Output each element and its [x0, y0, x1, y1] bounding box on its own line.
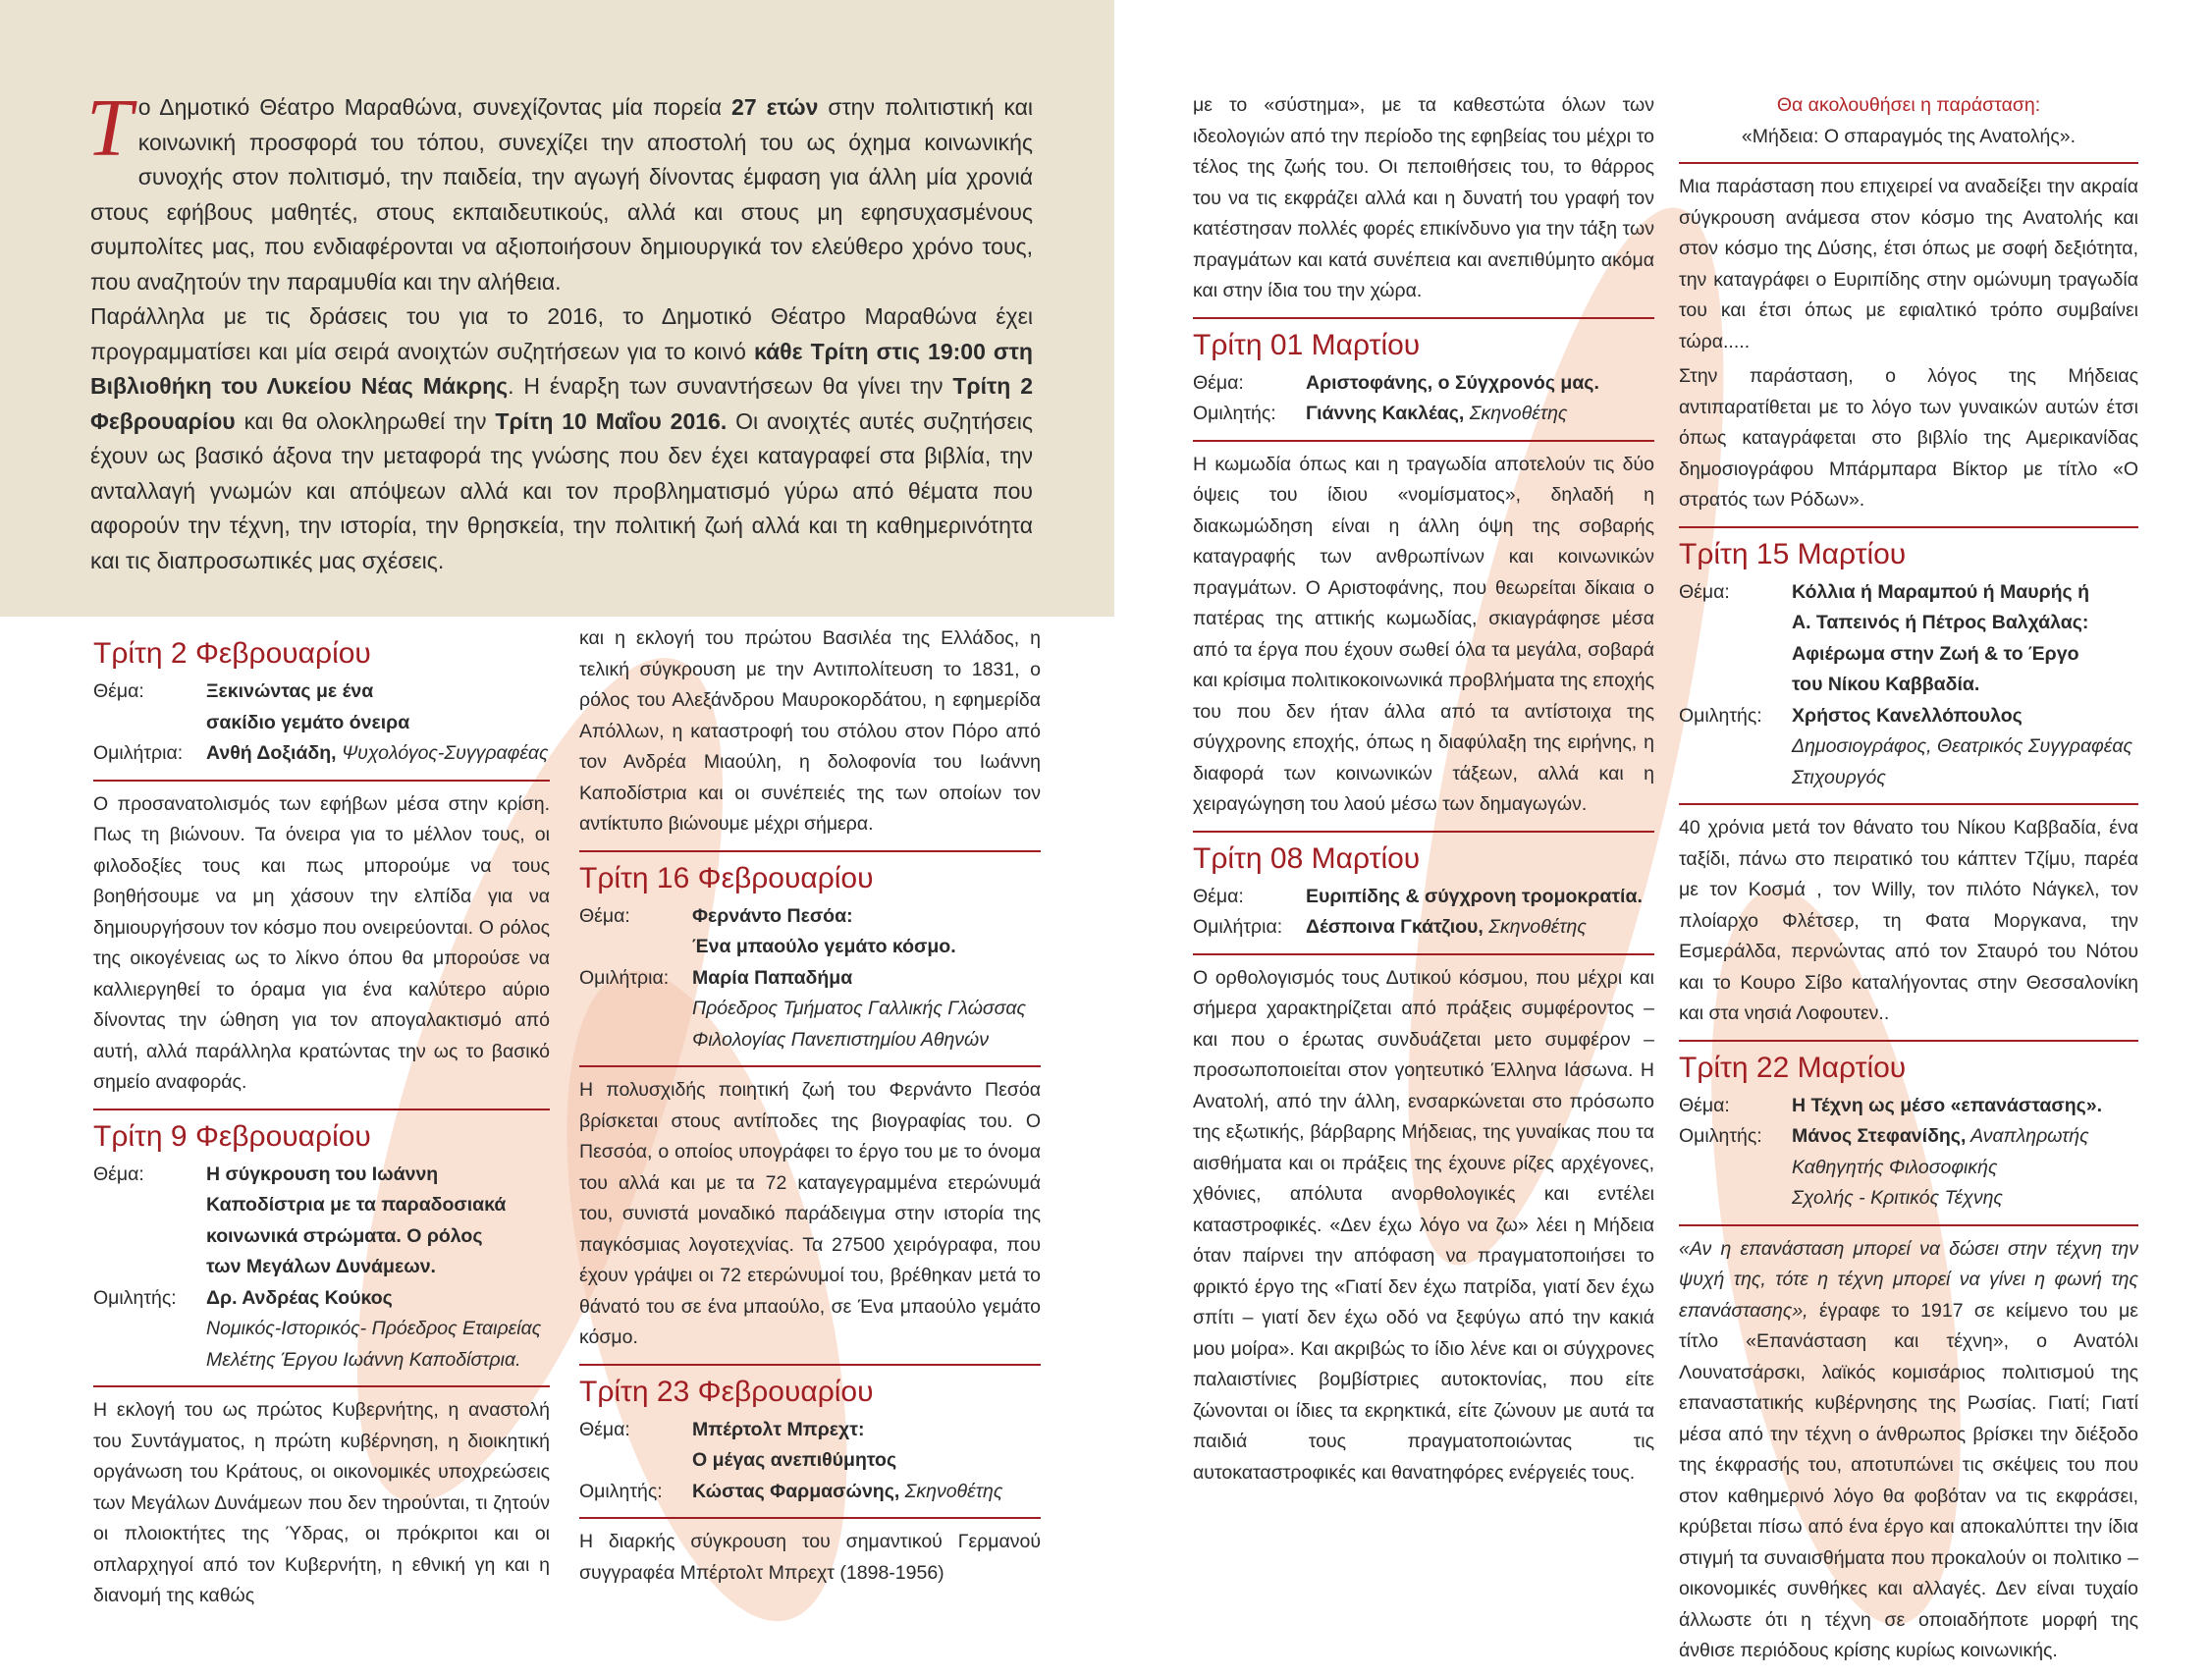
event-title: Τρίτη 22 Μαρτίου [1679, 1051, 1907, 1084]
event-theme: Ευριπίδης & σύγχρονη τρομοκρατία. [1306, 885, 1643, 907]
text: του Νίκου Καββαδία. [1792, 674, 1980, 695]
text: Ο μέγας ανεπιθύμητος [692, 1449, 897, 1471]
label: Ομιλητής: [93, 1286, 177, 1309]
divider [579, 1517, 1041, 1519]
text: Μάνος Στεφανίδης, [1792, 1125, 1967, 1147]
event-body: Ο προσανατολισμός των εφήβων μέσα στην κρίση. Πως τη βιώνουν. Τα όνειρα για το μέλλον τους, οι φιλοδοξίες τους και πως μπορούμε να τους βοηθήσουμε να μη χάσουν την ελπίδα για να δημιουργήσουν τον κόσμο που ονειρεύονται. Ο ρόλος της οικογένειας ως το λίκνο όπου θα μπορούσε να καλλιεργηθεί το όραμα για ένα καλύτερο αύριο δίνοντας την ώθηση για τον απογαλακτισμό από αυτή, αλλά παράλληλα κρατώντας την ως το βασικό σημείο αναφοράς. [93, 792, 550, 1093]
divider [1193, 317, 1654, 319]
text: κάθε Τρίτη στις 19:00 στη Βιβλιοθήκη του Λυκείου Νέας Μάκρης [90, 338, 1033, 399]
column-4 [1679, 90, 2138, 1677]
divider [1193, 831, 1654, 833]
text: και θα ολοκληρωθεί την [235, 407, 496, 434]
event-title: Τρίτη 16 Φεβρουαρίου [579, 861, 874, 894]
event-mar-8 [1193, 831, 1654, 1489]
event-speaker [206, 738, 549, 770]
event-theme: Αριστοφάνης, ο Σύγχρονός μας. [1306, 371, 1599, 394]
text: Στιχουργός [1792, 766, 1886, 788]
divider [93, 780, 550, 782]
text: Χρήστος Κανελλόπουλος [1792, 704, 2023, 727]
event-feb-9 [93, 1109, 550, 1612]
event-mar-22 [1679, 1040, 2138, 1667]
text: Μελέτης Έργου Ιωάννη Καποδίστρια. [206, 1348, 521, 1371]
divider [579, 1065, 1041, 1067]
text: Ξεκινώντας με ένα [206, 680, 374, 702]
event-speaker [1792, 701, 2132, 794]
divider [579, 850, 1041, 852]
divider [93, 1109, 550, 1110]
event-theme [206, 676, 409, 738]
event-speaker [206, 1283, 541, 1377]
divider [1679, 1224, 2138, 1226]
text: κοινωνικά στρώματα. Ο ρόλος [206, 1224, 483, 1247]
event-body [1679, 1234, 2138, 1667]
text: Η σύγκρουση του Ιωάννη [206, 1163, 439, 1185]
divider [93, 1385, 550, 1387]
event-speaker [1792, 1121, 2089, 1215]
text: Πρόεδρος Τμήματος Γαλλικής Γλώσσας [692, 998, 1027, 1019]
event-theme [692, 901, 956, 963]
intro-paragraph-1 [86, 82, 1033, 299]
intro-paragraph-2 [90, 299, 1033, 578]
performance-label: Θα ακολουθήσει η παράσταση: [1776, 94, 2041, 116]
intro-text [86, 82, 1034, 578]
column-1 [93, 633, 550, 1622]
divider [1193, 440, 1654, 442]
text: Παράλληλα με τις δράσεις του για το 2016, το Δημοτικό Θέατρο Μαραθώνα έχει προγραμματίσει και μία σειρά ανοιχτών συζητήσεων για το κοινό [90, 303, 1033, 364]
event-theme [692, 1415, 896, 1477]
divider [1679, 526, 2138, 528]
event-theme: Η Τέχνη ως μέσο «επανάστασης». [1792, 1094, 2103, 1116]
text: Αναπληρωτής [1966, 1125, 2089, 1147]
label: Ομιλήτρια: [579, 966, 670, 989]
text: Σκηνοθέτης [899, 1480, 1003, 1502]
event-title: Τρίτη 2 Φεβρουαρίου [93, 637, 371, 670]
text: Γιάννης Κακλέας, [1306, 403, 1465, 424]
drop-cap: Τ [86, 82, 133, 174]
event-body: Ο ορθολογισμός τους Δυτικού κόσμου, που μέχρι και σήμερα χαρακτηρίζεται από πράξεις συμφέροντος – και που ο έρωτας συνδυάζεται μετο συμφέρον – προσωποποιείται στον γοητευτικό Έλληνα Ιάσωνα. Η Ανατολή, από την άλλη, ενσαρκώνεται στο πρόσωπο της εξωτικής, βάρβαρης Μήδειας, της γυναίκας που τα αισθήματα και οι πράξεις της έχουνε ρίζες αρχέγονες, χθόνιες, απόλυτα ανορθολογικές και εντέλει καταστροφικές. «Δεν έχω λόγο να ζω» λέει η Μήδεια όταν παίρνει την απόφαση να πραγματοποιήσει το φρικτό έργο της «Γιατί δεν έχω πατρίδα, γιατί δεν έχω σπίτι – γιατί δεν έχω οδό να ξεφύγω από την κακιά μου μοίρα». Και ακριβώς το ίδιο λένε και οι σύγχρονες παλαιστίνιες βομβίστριες αυτοκτονίας, που είτε ζώνονται οι ίδιες τα εκρηκτικά, είτε ζώνουν με αυτά τα παιδιά τους πραγματοποιώντας τις αυτοκαταστροφικές και θανατηφόρες ενέργειές τους. [1193, 966, 1654, 1484]
text: έγραφε το 1917 σε κείμενο του με τίτλο «Επανάσταση και τέχνη», ο Ανατόλι Λουνατσάρσκι, λαϊκός κομισάριος πολιτισμού της επαναστατικής κυβέρνησης της Ρωσίας. Γιατί; Γιατί μέσα από την τέχνη ο άνθρωπος βρίσκει την διέξοδο της έκφρασής του, αποτυπώνει τις σκέψεις του που στον καθημερινό λόγο θα φοβόταν να τις εκφράσει, κρύβεται πίσω από ένα έργο και αποκαλύπτει την ίδια στιγμή τα συναισθήματα που προκαλούν οι πολιτικο – οικονομικές συνθήκες και αλλαγές. Δεν είναι τυχαίο άλλωστε ότι η τέχνη σε οποιαδήποτε μορφή της άνθισε περιόδους κρίσης κυρίως κοινωνικής. [1679, 1299, 2138, 1661]
event-body: Η πολυσχιδής ποιητική ζωή του Φερνάντο Πεσόα βρίσκεται στους αντίποδες της βιογραφίας του. Ο Πεσσόα, ο οποίος υπογράφει το έργο του με το όνομα του αλλά και με τα 72 καταγεγραμμένα ετερώνυμά του, συνιστά μοναδικό παράδειγμα στην ιστορία της παγκόσμιας λογοτεχνίας. Τα 27500 χειρόγραφα, που έχουν γράψει οι 72 ετερώνυμοί του, βρέθηκαν μετά το θάνατό του σε ένα μπαούλο, σε Ένα μπαούλο γεμάτο κόσμο. [579, 1079, 1041, 1348]
text: Καποδίστρια με τα παραδοσιακά [206, 1194, 507, 1216]
divider [579, 1364, 1041, 1366]
column-3 [1193, 90, 1654, 1498]
divider [1193, 953, 1654, 955]
text: Α. Ταπεινός ή Πέτρος Βαλχάλας: [1792, 612, 2089, 633]
text: Δρ. Ανδρέας Κούκος [206, 1286, 393, 1309]
text: Μπέρτολτ Μπρεχτ: [692, 1418, 865, 1440]
event-body-continued: και η εκλογή του πρώτου Βασιλέα της Ελλάδος, η τελική σύγκρουση με την Αντιπολίτευση το 1831, ο ρόλος του Αλεξάνδρου Μαυροκορδάτου, η εφημερίδα Απόλλων, η καταστροφή του στόλου στον Πόρο από τον Ανδρέα Μιαούλη, η δολοφονία του Ιωάννη Καποδίστρια και οι συνέπειές της των οποίων τον αντίκτυπο βιώνουμε μέχρι σήμερα. [579, 627, 1041, 835]
event-title: Τρίτη 9 Φεβρουαρίου [93, 1119, 371, 1153]
label: Ομιλητής: [1679, 1125, 1762, 1147]
event-mar-1 [1193, 327, 1654, 821]
event-title: Τρίτη 15 Μαρτίου [1679, 537, 1907, 570]
text: Σχολής - Κριτικός Τέχνης [1792, 1187, 2003, 1209]
label: Θέμα: [1193, 885, 1244, 907]
label: Ομιλήτρια: [1193, 916, 1283, 938]
text: των Μεγάλων Δυνάμεων. [206, 1256, 436, 1277]
event-speaker [692, 963, 1026, 1056]
label: Ομιλήτρια: [93, 742, 184, 764]
event-feb-16 [579, 860, 1041, 1354]
text: Ψυχολόγος-Συγγραφέας [336, 742, 549, 764]
event-feb-23 [579, 1364, 1041, 1590]
label: Θέμα: [579, 904, 630, 927]
event-title: Τρίτη 01 Μαρτίου [1193, 328, 1421, 361]
label: Ομιλητής: [1193, 403, 1276, 424]
event-speaker [692, 1477, 1002, 1508]
label: Ομιλητής: [1679, 704, 1762, 727]
performance-heading [1679, 90, 2138, 152]
text: Δημοσιογράφος, Θεατρικός Συγγραφέας [1792, 735, 2132, 757]
text: Νομικός-Ιστορικός- Πρόεδρος Εταιρείας [206, 1318, 542, 1339]
text: «Αν η επανάσταση μπορεί να δώσει στην τέχνη την ψυχή της, τότε η τέχνη μπορεί να γίνει η φωνή της επανάστασης», [1679, 1237, 2138, 1322]
event-speaker [1306, 912, 1587, 944]
divider [1679, 803, 2138, 805]
event-title: Τρίτη 08 Μαρτίου [1193, 841, 1421, 875]
divider [1679, 162, 2138, 164]
text: Αφιέρωμα στην Ζωή & το Έργο [1792, 642, 2079, 665]
text: Μαρία Παπαδήμα [692, 966, 853, 989]
performance-title: «Μήδεια: Ο σπαραγμός της Ανατολής». [1741, 125, 2077, 147]
text: σακίδιο γεμάτο όνειρα [206, 711, 410, 733]
label: Θέμα: [1193, 371, 1244, 394]
text: Ανθή Δοξιάδη, [206, 742, 337, 764]
event-feb-2 [93, 635, 550, 1099]
label: Θέμα: [93, 1163, 144, 1185]
text: Καθηγητής Φιλοσοφικής [1792, 1156, 1998, 1178]
event-body: Η εκλογή του ως πρώτος Κυβερνήτης, η αναστολή του Συντάγματος, η πρώτη κυβέρνηση, η διοικητική οργάνωση του Κράτους, οι οικονομικές υποχρεώσεις των Μεγάλων Δυνάμεων που δεν τηρούνται, τι ζητούν οι πλοιοκτήτες της Ύδρας, οι πρόκριτοι και οι οπλαρχηγοί από τον Κυβερνήτη, η εθνική γη και η διανομή της καθώς [93, 1399, 550, 1606]
event-theme [206, 1160, 506, 1283]
text: Οι ανοιχτές αυτές συζητήσεις έχουν ως βασικό άξονα την μεταφορά της γνώσης που δεν έχει καταγραφεί στα βιβλία, την ανταλλαγή γνωμών και απόψεων αλλά και τον προβληματισμό γύρω από θέματα που αφορούν την τέχνη, την ιστορία, την θρησκεία, την πολιτική ζωή αλλά και τη καθημερινότητα και τις διαπροσωπικές μας σχέσεις. [90, 407, 1034, 573]
event-theme [1792, 577, 2089, 701]
event-body-continued: με το «σύστημα», με τα καθεστώτα όλων των ιδεολογιών από την περίοδο της εφηβείας του μέχρι το τέλος της ζωής του. Οι πεποιθήσεις του, το θάρρος του να τις εκφράζει αλλά και η δυνατή του γραφή τον κατέστησαν πολλές φορές επικίνδυνο για την τάξη των πραγμάτων και κατά συνέπεια και ανεπιθύμητο ακόμα και στην ίδια του την χώρα. [1193, 94, 1654, 301]
performance-text: Μια παράσταση που επιχειρεί να αναδείξει την ακραία σύγκρουση ανάμεσα στον κόσμο της Ανατολής και στον κόσμο της Δύσης, έτσι όπως με σοφή δεξιότητα, την καταγράφει ο Ευριπίδης στην ομώνυμη τραγωδία του και έτσι όπως με εφιαλτικό τρόπο συμβαίνει τώρα..... [1679, 176, 2138, 352]
label: Θέμα: [93, 680, 144, 702]
label: Θέμα: [1679, 580, 1730, 603]
text: Σκηνοθέτης [1464, 403, 1568, 424]
text: Δέσποινα Γκάτζιου, [1306, 916, 1484, 938]
event-speaker [1306, 399, 1567, 430]
event-body: Η διαρκής σύγκρουση του σημαντικού Γερμανού συγγραφέα Μπέρτολτ Μπρεχτ (1898-1956) [579, 1531, 1041, 1584]
column-2 [579, 623, 1041, 1598]
performance-text: Στην παράσταση, ο λόγος της Μήδειας αντιπαρατίθεται με το λόγο των γυναικών αυτών έτσι όπως καταγράφεται στο βιβλίο της Αμερικανίδας δημοσιογράφου Μπάρμπαρα Βίκτορ με τίτλο «Ο στρατός των Ρόδων». [1679, 365, 2138, 511]
label: Θέμα: [579, 1418, 630, 1440]
text: Κόλλια ή Μαραμπού ή Μαυρής ή [1792, 580, 2090, 603]
text: Σκηνοθέτης [1483, 916, 1587, 938]
text: Τρίτη 2 Φεβρουαρίου [90, 373, 1033, 434]
label: Ομιλητής: [579, 1480, 663, 1502]
text: . Η έναρξη των συναντήσεων θα γίνει την [508, 373, 953, 399]
text: ο Δημοτικό Θέατρο Μαραθώνα, συνεχίζοντας μία πορεία [137, 94, 732, 120]
event-body: Η κωμωδία όπως και η τραγωδία αποτελούν τις δύο όψεις του ίδιου «νομίσματος», δηλαδή η διακωμώδηση είναι η άλλη όψη της σοβαρής καταγραφής των ανθρωπίνων και κοινωνικών πραγμάτων. Ο Αριστοφάνης, που θεωρείται δίκαια ο πατέρας της αττικής κωμωδίας, σκιαγράφησε μέσα από τα έργα που έχουν σωθεί όλα τα μεγάλα, σοβαρά και κρίσιμα πολιτικοκοινωνικά προβλήματα της εποχής του που δεν ήταν άλλα από τα αντίστοιχα της σύγχρονης εποχής, όπως η διαφύλαξη της ειρήνης, η διαφορά των κοινωνικών τάξεων, αλλά και η χειραγώγηση του λαού μέσω των δημαγωγών. [1193, 453, 1654, 815]
event-body: 40 χρόνια μετά τον θάνατο του Νίκου Καββαδία, ένα ταξίδι, πάνω στο πειρατικό του κάπτεν Τζίμυ, παρέα με τον Κοσμά , τον Willy, τον πιλότο Νάγκελ, τον πλοίαρχο Φλέτσερ, τη Φατα Μοργκανα, την Εσμεράλδα, περνώντας από τον Σταυρό του Νότου και το Κουρο Σίβο καταλήγοντας στην Θεσσαλονίκη και στα νησιά Λοφουτεν.. [1679, 817, 2138, 1024]
text: Κώστας Φαρμασώνης, [692, 1480, 900, 1502]
text: Φιλολογίας Πανεπιστημίου Αθηνών [692, 1028, 989, 1051]
text: Φερνάντο Πεσόα: [692, 904, 853, 927]
event-mar-15 [1679, 536, 2138, 1030]
event-title: Τρίτη 23 Φεβρουαρίου [579, 1375, 874, 1408]
divider [1679, 1040, 2138, 1042]
text: στην πολιτιστική και κοινωνική προσφορά του τόπου, συνεχίζει την αποστολή του ως όχημα κοινωνικής συνοχής στον πολιτισμό, την παιδεία, την αγωγή δίνοντας έμφαση για άλλη μία χρονιά στους εφήβους μαθητές, στους εκπαιδευτικούς, αλλά και στους μη εφησυχασμένους συμπολίτες μας, που ενδιαφέρονται να αξιοποιήσουν δημιουργικά τον ελεύθερο χρόνο τους, που αναζητούν την παραμυθία και την αλήθεια. [90, 94, 1033, 295]
text: 27 ετών [731, 94, 819, 120]
label: Θέμα: [1679, 1094, 1730, 1116]
text: Ένα μπαούλο γεμάτο κόσμο. [692, 936, 956, 957]
text: Τρίτη 10 Μαΐου 2016. [495, 407, 728, 434]
